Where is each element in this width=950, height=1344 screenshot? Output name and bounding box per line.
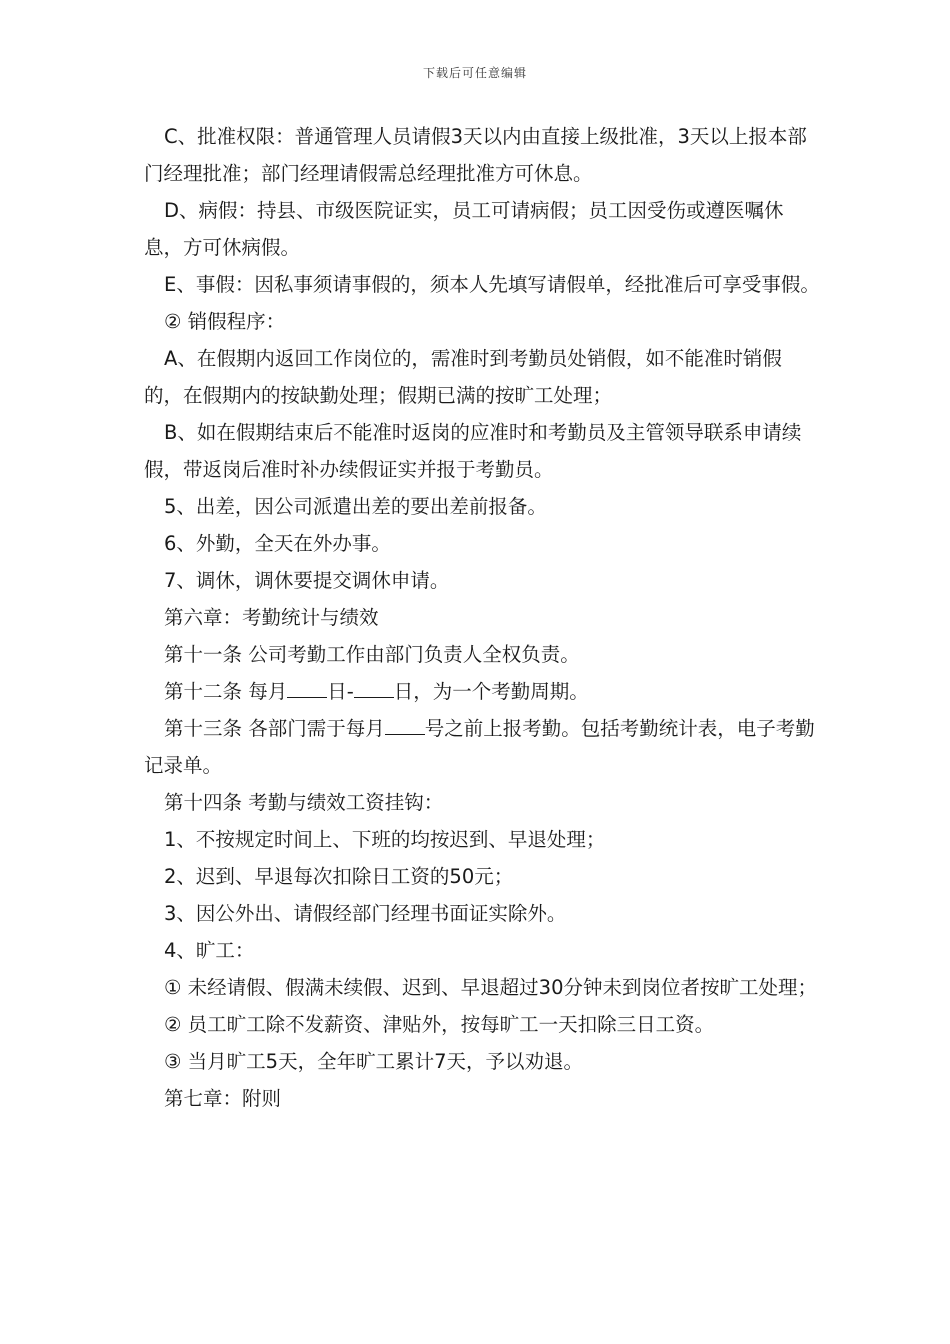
paragraph-rule-3 <box>144 895 820 932</box>
paragraph-article-12 <box>144 673 820 710</box>
paragraph-text: 第十四条 考勤与绩效工资挂钩： <box>164 791 444 814</box>
paragraph-text: 7、调休，调休要提交调休申请。 <box>164 569 450 592</box>
paragraph-cancel-b <box>144 414 820 488</box>
paragraph-item-7 <box>144 562 820 599</box>
paragraph-c-approval <box>144 118 820 192</box>
paragraph-rule-4 <box>144 932 820 969</box>
paragraph-item-6 <box>144 525 820 562</box>
paragraph-absent-1 <box>144 969 820 1006</box>
paragraph-text: 日- <box>327 680 354 703</box>
paragraph-text: 4、旷工： <box>164 939 255 962</box>
paragraph-text: 第十一条 公司考勤工作由部门负责人全权负责。 <box>164 643 580 666</box>
fill-in-blank <box>287 677 327 698</box>
paragraph-text: 日，为一个考勤周期。 <box>393 680 589 703</box>
paragraph-text: ② 销假程序： <box>164 310 286 333</box>
paragraph-text: 5、出差，因公司派遣出差的要出差前报备。 <box>164 495 547 518</box>
paragraph-text: ② 员工旷工除不发薪资、津贴外，按每旷工一天扣除三日工资。 <box>164 1013 715 1036</box>
paragraph-rule-1 <box>144 821 820 858</box>
fill-in-blank <box>354 677 394 698</box>
paragraph-cancel-a <box>144 340 820 414</box>
paragraph-text: 第十二条 每月 <box>164 680 288 703</box>
paragraph-text: D、病假：持县、市级医院证实，员工可请病假；员工因受伤或遵医嘱休息，方可休病假。 <box>144 199 784 259</box>
paragraph-cancel-title <box>144 303 820 340</box>
paragraph-text: E、事假：因私事须请事假的，须本人先填写请假单，经批准后可享受事假。 <box>164 273 820 296</box>
paragraph-absent-3 <box>144 1043 820 1080</box>
paragraph-chapter-6 <box>144 599 820 636</box>
paragraph-text: 第六章：考勤统计与绩效 <box>164 606 379 629</box>
paragraph-text: A、在假期内返回工作岗位的，需准时到考勤员处销假，如不能准时销假的，在假期内的按缺勤处理；假期已满的按旷工处理； <box>144 347 782 407</box>
paragraph-d-sick <box>144 192 820 266</box>
paragraph-absent-2 <box>144 1006 820 1043</box>
paragraph-article-13 <box>144 710 820 784</box>
paragraph-e-personal <box>144 266 820 303</box>
paragraph-rule-2 <box>144 858 820 895</box>
paragraph-article-11 <box>144 636 820 673</box>
paragraph-chapter-7 <box>144 1080 820 1117</box>
paragraph-text: 1、不按规定时间上、下班的均按迟到、早退处理； <box>164 828 606 851</box>
paragraph-text: 2、迟到、早退每次扣除日工资的50元； <box>164 865 514 888</box>
paragraph-text: 号之前上报考勤。包括考勤统计表，电子考勤记录单。 <box>144 717 815 777</box>
paragraph-text: 3、因公外出、请假经部门经理书面证实除外。 <box>164 902 567 925</box>
paragraph-text: ③ 当月旷工5天，全年旷工累计7天，予以劝退。 <box>164 1050 583 1073</box>
document-body <box>144 118 820 1117</box>
paragraph-text: ① 未经请假、假满未续假、迟到、早退超过30分钟未到岗位者按旷工处理； <box>164 976 817 999</box>
fill-in-blank <box>385 714 425 735</box>
paragraph-text: 第十三条 各部门需于每月 <box>164 717 385 740</box>
paragraph-text: B、如在假期结束后不能准时返岗的应准时和考勤员及主管领导联系申请续假，带返岗后准时补办续假证实并报于考勤员。 <box>144 421 802 481</box>
page-header: 下载后可任意编辑 <box>422 66 527 80</box>
paragraph-text: 第七章：附则 <box>164 1087 282 1110</box>
paragraph-item-5 <box>144 488 820 525</box>
paragraph-article-14 <box>144 784 820 821</box>
paragraph-text: C、批准权限：普通管理人员请假3天以内由直接上级批准，3天以上报本部门经理批准；部门经理请假需总经理批准方可休息。 <box>144 125 807 185</box>
paragraph-text: 6、外勤，全天在外办事。 <box>164 532 391 555</box>
